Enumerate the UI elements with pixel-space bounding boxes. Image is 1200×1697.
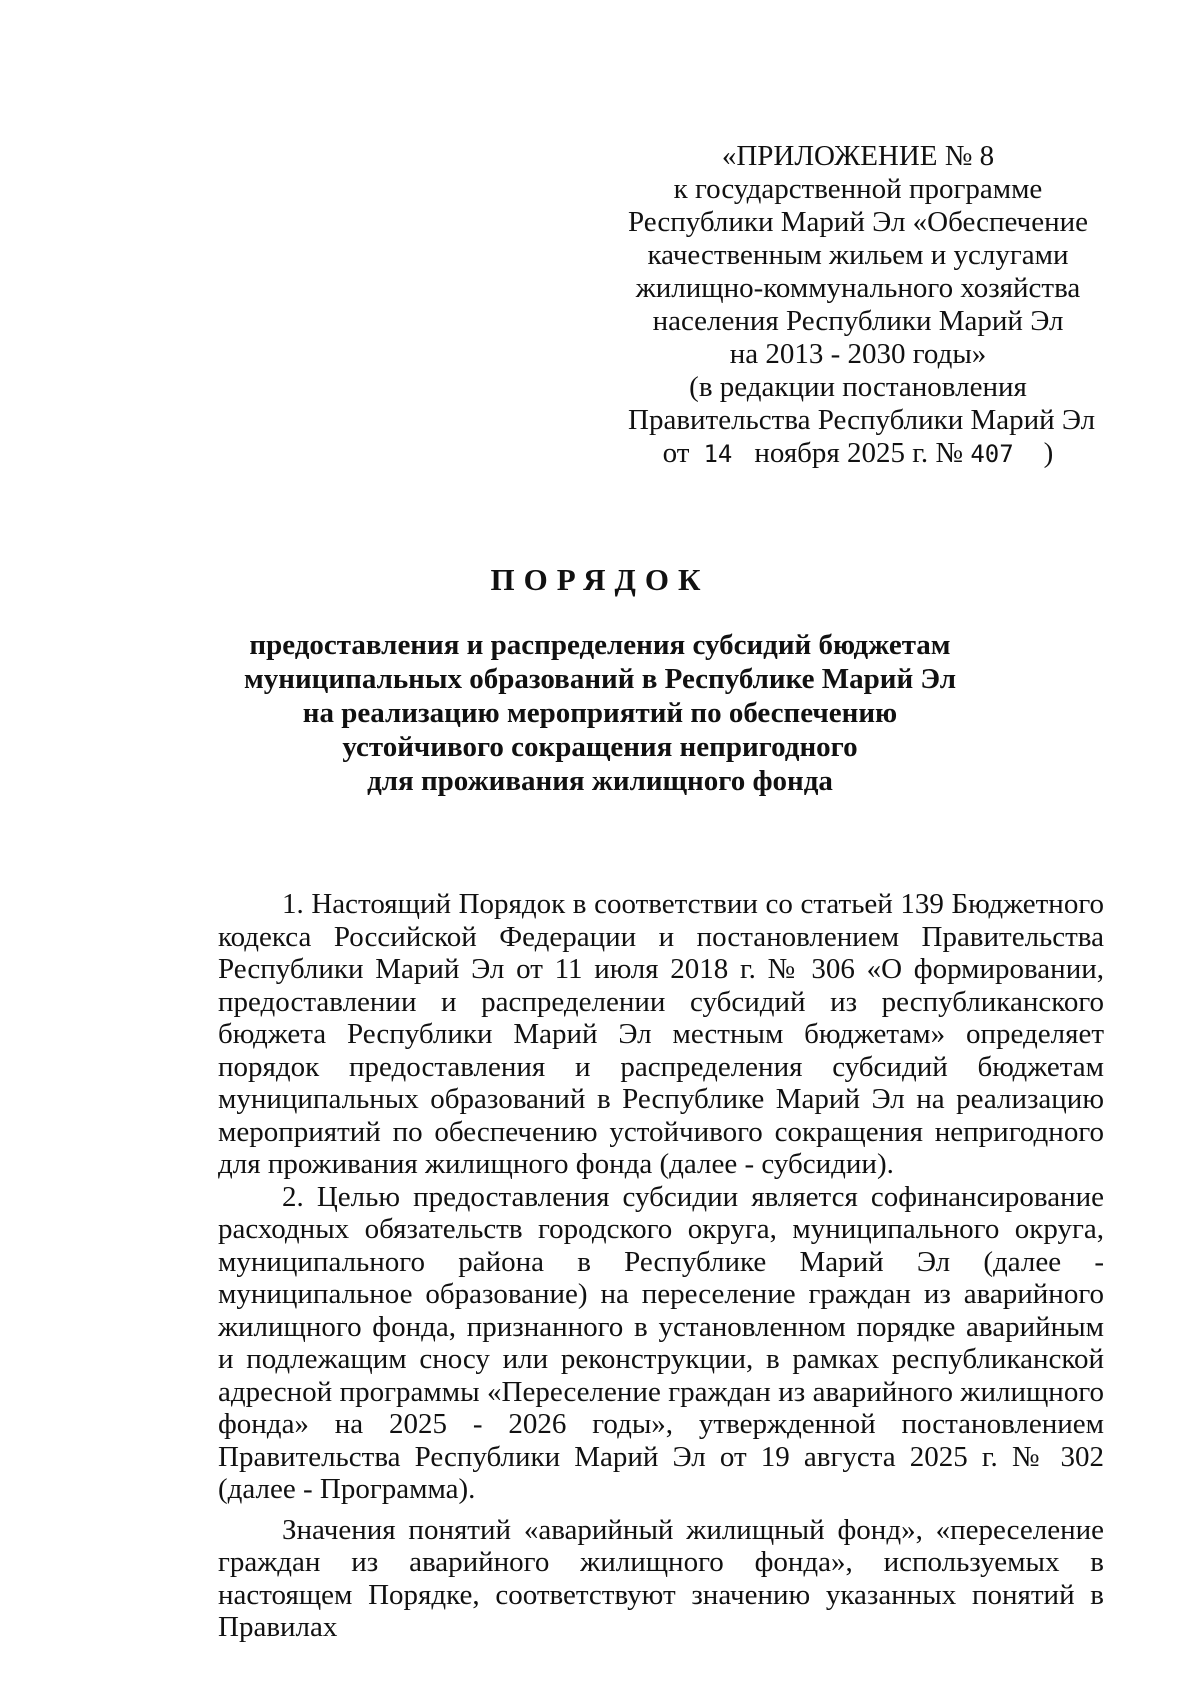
paragraph-3: Значения понятий «аварийный жилищный фонд», «переселение граждан из аварийного жилищного фонда», используемых в настоящем Порядке, соответствуют значению указанных понятий в Правилах <box>218 1513 1104 1643</box>
document-title: ПОРЯДОК <box>490 562 710 597</box>
appendix-line: жилищно-коммунального хозяйства <box>635 272 1081 304</box>
subtitle-line: устойчивого сокращения непригодного <box>342 731 858 763</box>
document-body <box>218 888 1104 1644</box>
appendix-line: (в редакции постановления <box>689 371 1027 403</box>
date-month-year: ноября 2025 г. № <box>754 437 964 469</box>
subtitle-line: для проживания жилищного фонда <box>367 765 833 797</box>
appendix-line: на 2013 - 2030 годы» <box>729 338 987 370</box>
subtitle-line: на реализацию мероприятий по обеспечению <box>302 697 898 729</box>
subtitle-line: предоставления и распределения субсидий бюджетам <box>249 629 951 661</box>
appendix-line: Правительства Республики Марий Эл <box>628 404 1096 436</box>
subtitle-line: муниципальных образований в Республике Марий Эл <box>244 663 956 695</box>
appendix-header <box>628 140 1096 471</box>
appendix-line: Республики Марий Эл «Обеспечение <box>628 206 1088 238</box>
appendix-line: «ПРИЛОЖЕНИЕ № 8 <box>721 140 995 172</box>
date-day: 14 <box>703 440 733 468</box>
date-closing: ) <box>1043 437 1054 469</box>
paragraph-1: 1. Настоящий Порядок в соответствии со статьей 139 Бюджетного кодекса Российской Федерации и постановлением Правительства Республики Марий Эл от 11 июля 2018 г. № 306 «О формировании, предоставлении и распределении субсидий из республиканского бюджета Республики Марий Эл местным бюджетам» определяет порядок предоставления и распределения субсидий бюджетам муниципальных образований в Республике Марий Эл на реализацию мероприятий по обеспечению устойчивого сокращения непригодного для проживания жилищного фонда (далее - субсидии). <box>218 888 1104 1180</box>
document-number: 407 <box>970 440 1014 468</box>
paragraph-2: 2. Целью предоставления субсидии является софинансирование расходных обязательств городского округа, муниципального округа, муниципального района в Республике Марий Эл (далее - муниципальное образование) на переселение граждан из аварийного жилищного фонда, признанного в установленном порядке аварийным и подлежащим сносу или реконструкции, в рамках республиканской адресной программы «Переселение граждан из аварийного жилищного фонда» на 2025 - 2026 годы», утвержденной постановлением Правительства Республики Марий Эл от 19 августа 2025 г. № 302 (далее - Программа). <box>218 1180 1104 1505</box>
appendix-line: населения Республики Марий Эл <box>652 305 1064 337</box>
appendix-date-line <box>628 437 1088 471</box>
appendix-line: к государственной программе <box>673 173 1043 205</box>
appendix-line: качественным жильем и услугами <box>647 239 1069 271</box>
document-subtitle <box>0 628 1200 798</box>
date-prefix: от <box>662 437 690 469</box>
